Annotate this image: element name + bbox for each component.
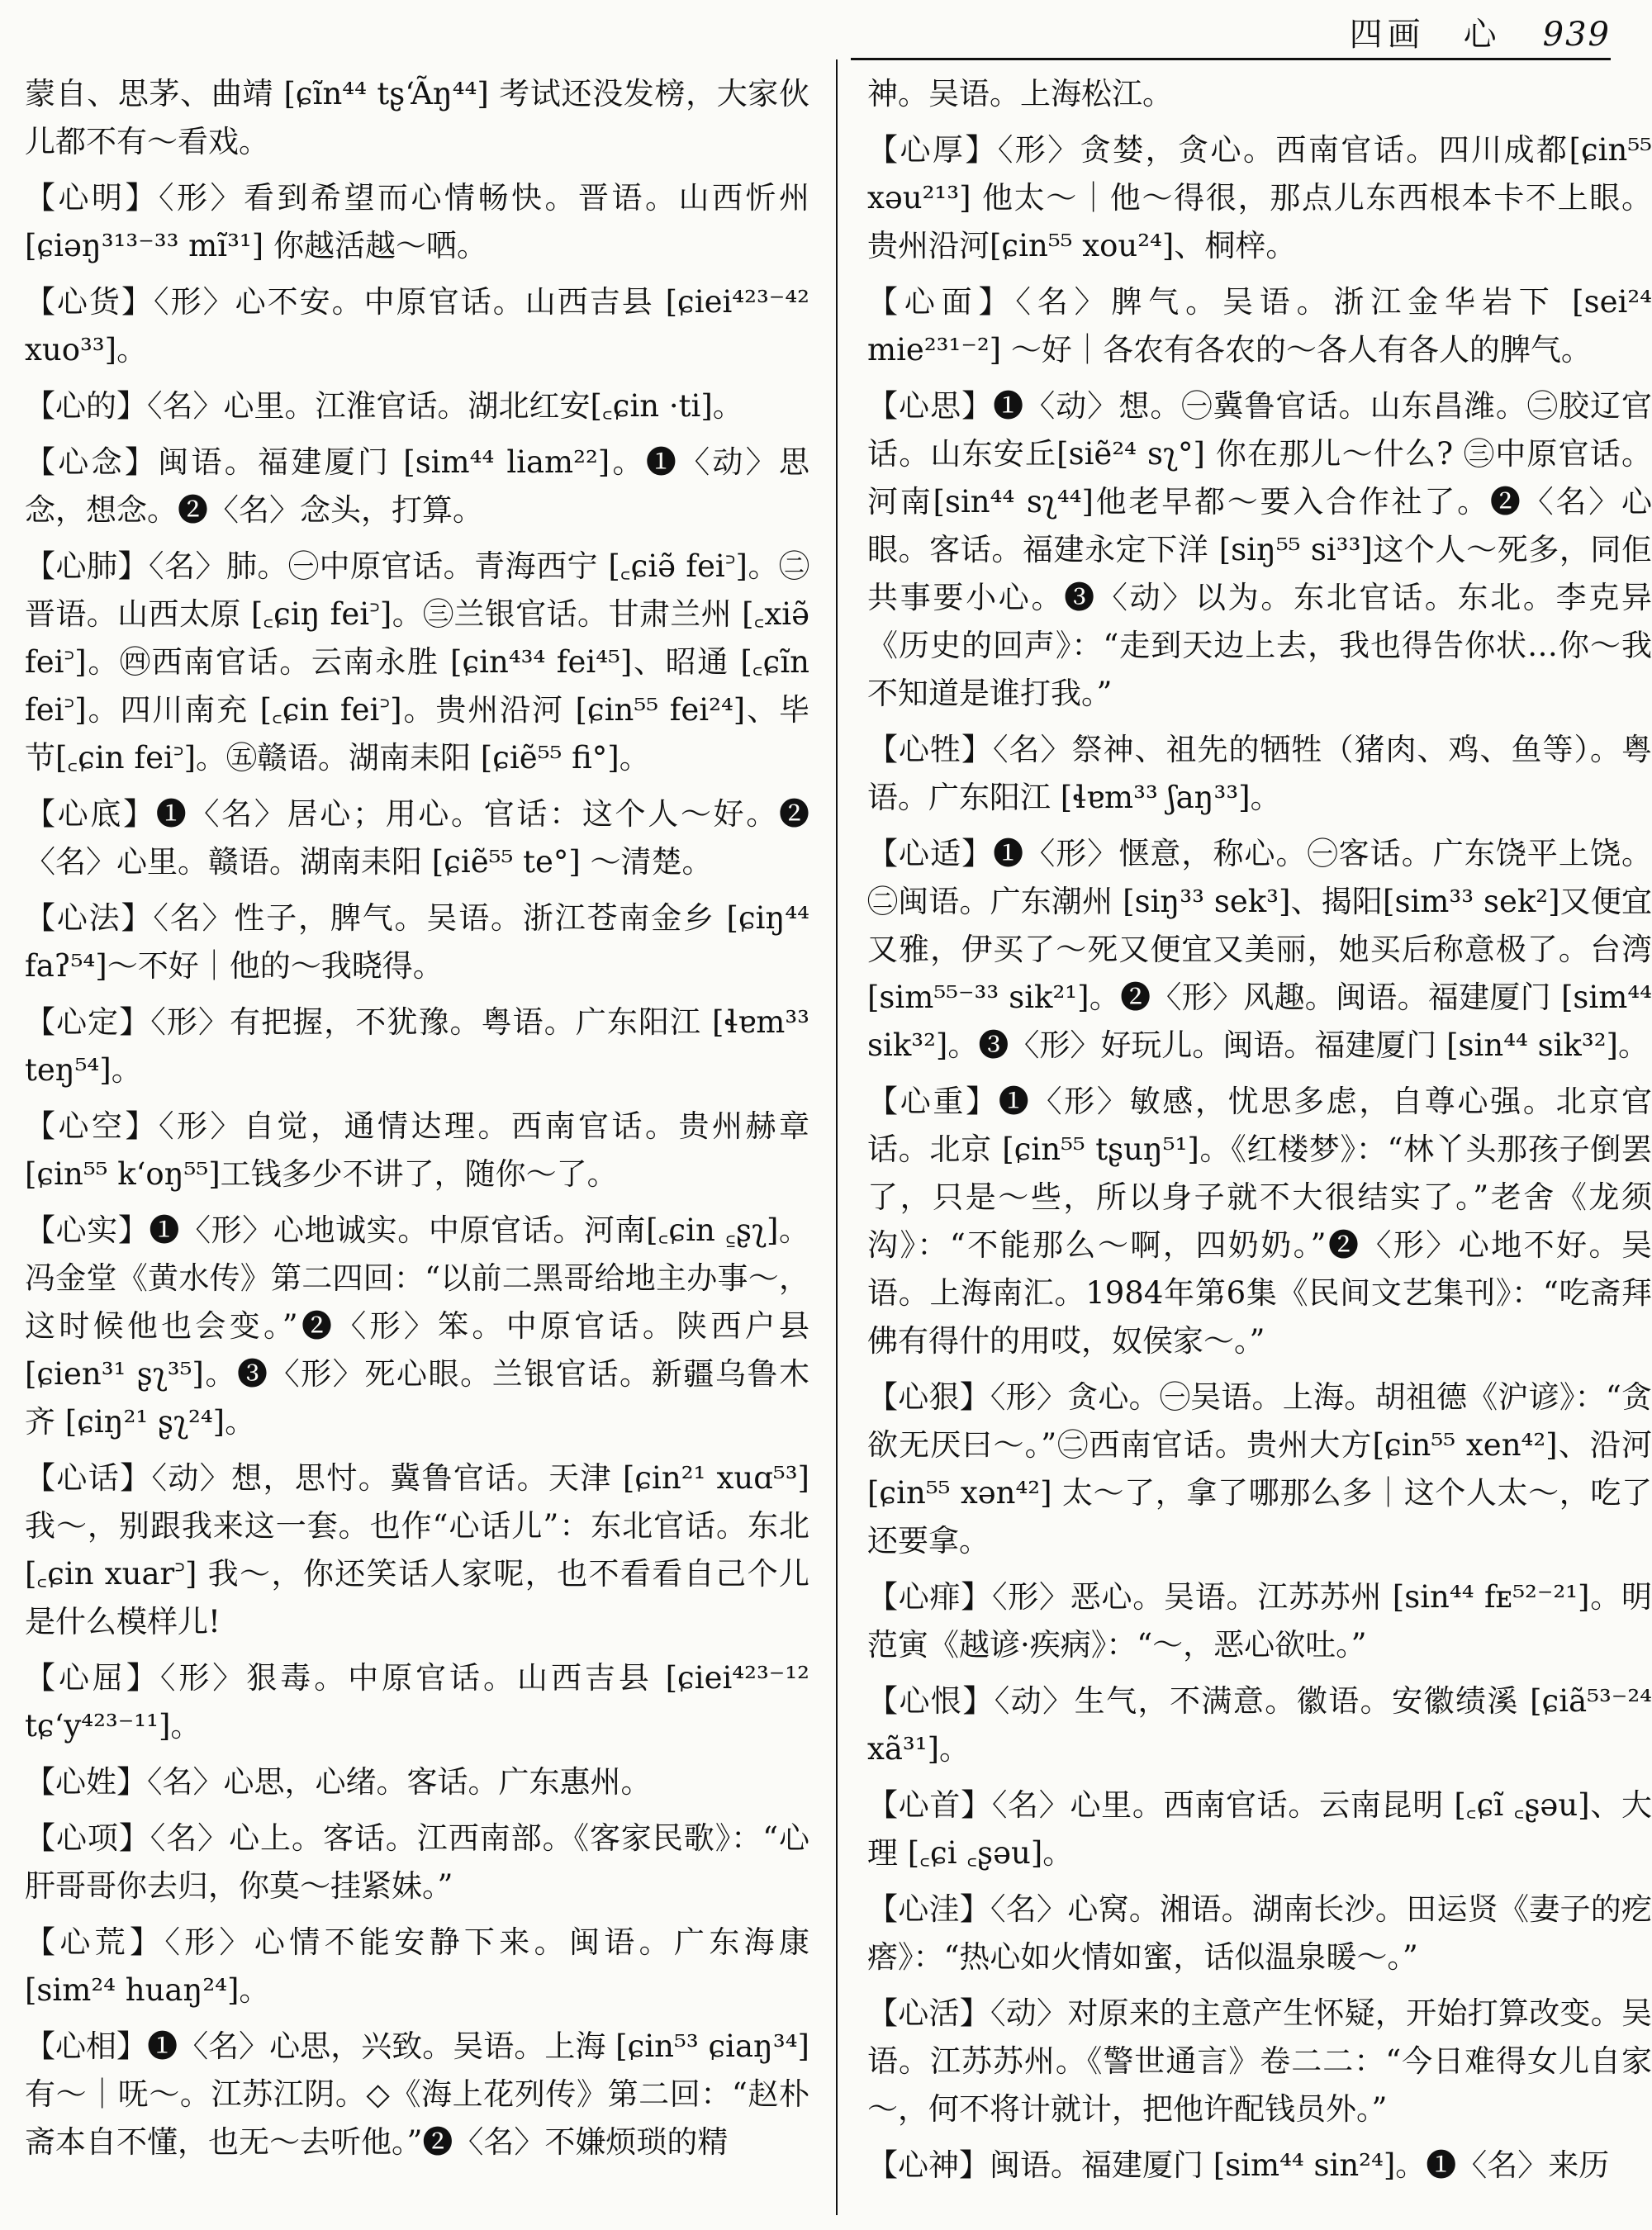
page-number: 939 [1542, 16, 1611, 54]
page-header [1350, 8, 1611, 55]
entry: 蒙自、思茅、曲靖 [ɕĩn⁴⁴ tʂʻÃŋ⁴⁴] 考试还没发榜，大家伙儿都不有～看戏。 [25, 76, 809, 159]
entry: 【心活】〈动〉对原来的主意产生怀疑，开始打算改变。吴语。江苏苏州。《警世通言》卷二二：“今日难得女儿自家～，何不将计就计，把他许配钱员外。” [867, 1995, 1652, 2127]
entry: 【心首】〈名〉心里。西南官话。云南昆明 [꜀ɕĩ ꜀ʂəu]、大理 [꜀ɕi ꜀ʂəu]。 [867, 1787, 1652, 1871]
column-divider [836, 59, 838, 2215]
entry: 【心实】❶〈形〉心地诚实。中原官话。河南[꜀ɕin ꜁ʂʅ]。冯金堂《黄水传》第二四回：“以前二黑哥给地主办事～，这时候他也会变。”❷〈形〉笨。中原官话。陕西户县[ɕien³¹ ʂʅ³⁵]。❸〈形〉死心眼。兰银官话。新疆乌鲁木齐 [ɕiŋ²¹ ʂʅ²⁴]。 [25, 1212, 809, 1440]
entry: 【心重】❶〈形〉敏感，忧思多虑，自尊心强。北京官话。北京 [ɕin⁵⁵ tʂuŋ⁵¹]。《红楼梦》：“林丫头那孩子倒罢了，只是～些，所以身子就不大很结实了。”老舍《龙须沟》：“不能那么～啊，四奶奶。”❷〈形〉心地不好。吴语。上海南汇。1984年第6集《民间文艺集刊》：“吃斋拜佛有得什的用哎，奴侯家～。” [867, 1084, 1652, 1359]
entry: 【心的】〈名〉心里。江淮官话。湖北红安[꜀ɕin ·ti]。 [25, 388, 743, 424]
entry: 【心货】〈形〉心不安。中原官话。山西吉县 [ɕiei⁴²³⁻⁴² xuo³³]。 [25, 284, 809, 368]
entry: 【心荒】〈形〉心情不能安静下来。闽语。广东海康 [sim²⁴ huaŋ²⁴]。 [25, 1924, 809, 2008]
right-column [867, 70, 1652, 2198]
entry: 【心明】〈形〉看到希望而心情畅快。晋语。山西忻州 [ɕiəŋ³¹³⁻³³ mĩ³¹] 你越活越～哂。 [25, 180, 809, 263]
entry: 【心肺】〈名〉肺。㊀中原官话。青海西宁 [꜀ɕiə̃ fei꜄]。㊁晋语。山西太原 [꜀ɕiŋ fei꜄]。㊂兰银官话。甘肃兰州 [꜀xiə̃ fei꜄]。㊃西南官话。云南永胜 [ɕin⁴³⁴ fei⁴⁵]、昭通 [꜀ɕĩn fei꜄]。四川南充 [꜀ɕin fei꜄]。贵州沿河 [ɕin⁵⁵ fei²⁴]、毕节[꜀ɕin fei꜄]。㊄赣语。湖南耒阳 [ɕiẽ⁵⁵ fi°]。 [25, 548, 809, 776]
entry: 【心洼】〈名〉心窝。湘语。湖南长沙。田运贤《妻子的疙瘩》：“热心如火情如蜜，话似温泉暖～。” [867, 1891, 1652, 1975]
header-rule [851, 58, 1611, 60]
entry: 【心面】〈名〉脾气。吴语。浙江金华岩下 [sei²⁴ mie²³¹⁻²] ～好｜各农有各农的～各人有各人的脾气。 [867, 284, 1652, 368]
entry: 【心姓】〈名〉心思，心绪。客话。广东惠州。 [25, 1764, 652, 1800]
entry: 【心屈】〈形〉狠毒。中原官话。山西吉县 [ɕiei⁴²³⁻¹² tɕʻy⁴²³⁻¹¹]。 [25, 1660, 809, 1744]
left-column [25, 70, 809, 2175]
entry: 【心狠】〈形〉贪心。㊀吴语。上海。胡祖德《沪谚》：“贪欲无厌曰～。”㊁西南官话。贵州大方[ɕin⁵⁵ xen⁴²]、沿河 [ɕin⁵⁵ xən⁴²] 太～了，拿了哪那么多｜这个人太～，吃了还要拿。 [867, 1379, 1652, 1559]
section-title: 四画 心 [1349, 16, 1502, 54]
entry: 【心厚】〈形〉贪婪，贪心。西南官话。四川成都[ɕin⁵⁵ xəu²¹³] 他太～｜他～得很，那点儿东西根本卡不上眼。贵州沿河[ɕin⁵⁵ xou²⁴]、桐梓。 [867, 132, 1652, 263]
entry: 【心相】❶〈名〉心思，兴致。吴语。上海 [ɕin⁵³ ɕiaŋ³⁴] 有～｜呒～。江苏江阴。◇《海上花列传》第二回：“赵朴斋本自不懂，也无～去听他。”❷〈名〉不嫌烦琐的精 [25, 2028, 809, 2160]
entry: 【心牲】〈名〉祭神、祖先的牺牲（猪肉、鸡、鱼等）。粤语。广东阳江 [ɬɐm³³ ʃaŋ³³]。 [867, 732, 1652, 815]
entry: 【心法】〈名〉性子，脾气。吴语。浙江苍南金乡 [ɕiŋ⁴⁴ faʔ⁵⁴]～不好｜他的～我晓得。 [25, 900, 809, 984]
entry: 【心底】❶〈名〉居心；用心。官话：这个人～好。❷〈名〉心里。赣语。湖南耒阳 [ɕiẽ⁵⁵ te°] ～清楚。 [25, 796, 809, 880]
entry: 【心适】❶〈形〉惬意，称心。㊀客话。广东饶平上饶。㊁闽语。广东潮州 [siŋ³³ sek³]、揭阳[sim³³ sek²]又便宜又雅，伊买了～死又便宜又美丽，她买后称意极了。台湾 [sim⁵⁵⁻³³ sik²¹]。❷〈形〉风趣。闽语。福建厦门 [sim⁴⁴ sik³²]。❸〈形〉好玩儿。闽语。福建厦门 [sin⁴⁴ sik³²]。 [867, 836, 1652, 1063]
entry: 【心话】〈动〉想，思忖。冀鲁官话。天津 [ɕin²¹ xuɑ⁵³] 我～，别跟我来这一套。也作“心话儿”：东北官话。东北 [꜀ɕin xuar꜄] 我～，你还笑话人家呢，也不看看自己个儿是什么模样儿! [25, 1460, 809, 1639]
entry: 【心思】❶〈动〉想。㊀冀鲁官话。山东昌潍。㊁胶辽官话。山东安丘[siẽ²⁴ sʅ°] 你在那儿～什么? ㊂中原官话。河南[sin⁴⁴ sʅ⁴⁴]他老早都～要入合作社了。❷〈名〉心眼。客话。福建永定下洋 [siŋ⁵⁵ si³³]这个人～死多，同佢共事要小心。❸〈动〉以为。东北官话。东北。李克异《历史的回声》：“走到天边上去，我也得告你状…你～我不知道是谁打我。” [867, 388, 1652, 711]
entry: 【心空】〈形〉自觉，通情达理。西南官话。贵州赫章 [ɕin⁵⁵ kʻoŋ⁵⁵]工钱多少不讲了，随你～了。 [25, 1108, 809, 1192]
entry: 【心定】〈形〉有把握，不犹豫。粤语。广东阳江 [ɬɐm³³ teŋ⁵⁴]。 [25, 1004, 809, 1088]
entry: 【心恨】〈动〉生气，不满意。徽语。安徽绩溪 [ɕiã⁵³⁻²⁴ xã³¹]。 [867, 1683, 1652, 1767]
entry: 神。吴语。上海松江。 [867, 76, 1173, 112]
entry: 【心念】闽语。福建厦门 [sim⁴⁴ liam²²]。❶〈动〉思念，想念。❷〈名〉念头，打算。 [25, 444, 809, 528]
entry: 【心项】〈名〉心上。客话。江西南部。《客家民歌》：“心肝哥哥你去归，你莫～挂紧妹。” [25, 1820, 809, 1904]
entry: 【心痱】〈形〉恶心。吴语。江苏苏州 [sin⁴⁴ fᴇ⁵²⁻²¹]。明范寅《越谚·疾病》：“～，恶心欲吐。” [867, 1579, 1652, 1663]
entry: 【心神】闽语。福建厦门 [sim⁴⁴ sin²⁴]。❶〈名〉来历 [867, 2147, 1610, 2183]
